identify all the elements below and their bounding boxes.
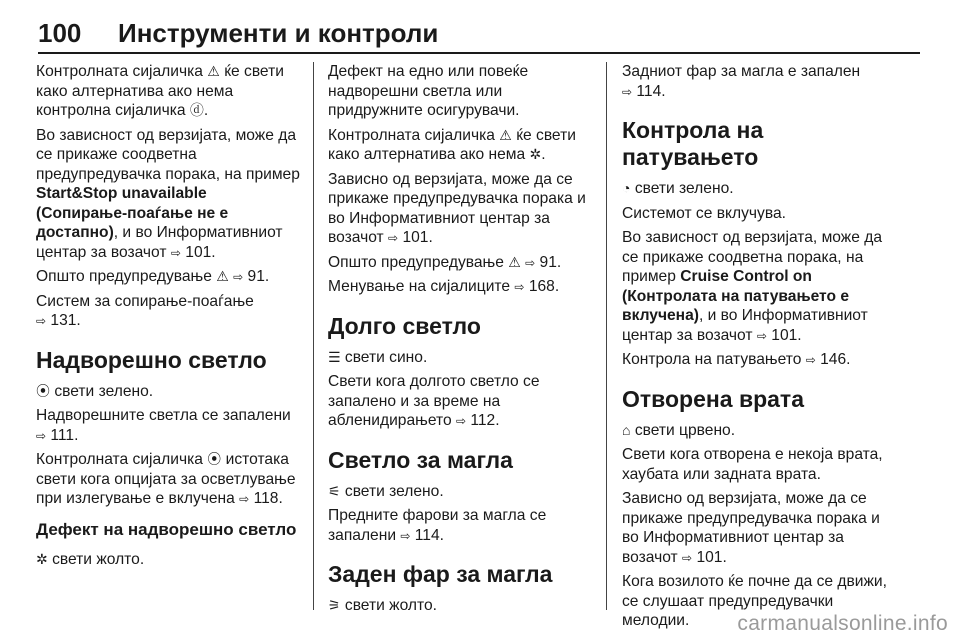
column-1 (36, 62, 301, 574)
page-ref-link[interactable]: 131. (50, 312, 81, 329)
paragraph: Системот се вклучува. (622, 204, 786, 222)
section-heading-exterior-light: Надворешно светло (36, 346, 267, 373)
paragraph: ☰ свети сино. (328, 348, 428, 366)
page-number: 100 (38, 18, 82, 48)
page-ref-arrow-icon: ⇨ (622, 84, 633, 99)
page-ref-link[interactable]: 114. (636, 82, 666, 100)
column-3 (622, 62, 897, 636)
section-heading-cruise-control: Контрола на патувањето (622, 117, 764, 170)
column-2 (328, 62, 596, 621)
watermark: carmanualsonline.info (737, 612, 948, 635)
paragraph: Свети кога отворена е некоја врата, хаубата или задната врата. (622, 446, 883, 483)
section-heading-open-door: Отворена врата (622, 385, 804, 412)
page-ref-arrow-icon: ⇨ (756, 328, 767, 343)
section-heading-rear-fog-light: Заден фар за магла (328, 561, 553, 587)
paragraph: ⚞ свети жолто. (328, 597, 437, 614)
paragraph: ⚟ свети зелено. (328, 482, 444, 500)
light-fault-icon: ✲ (36, 550, 48, 567)
paragraph: Општо предупредување ⚠ ⇨ 91. (328, 253, 562, 271)
page-ref-arrow-icon: ⇨ (36, 314, 47, 328)
paragraph: Менување на сијалиците ⇨ 168. (328, 278, 560, 295)
page-ref-link[interactable]: 146. (820, 351, 851, 368)
paragraph: ⦿ свети зелено. (36, 382, 154, 400)
paragraph: Кога возилото ќе почне да се движи, се слушаат предупредувачки мелодии. (622, 573, 887, 629)
page-header (0, 0, 960, 52)
page-ref-link[interactable]: 168. (528, 278, 560, 295)
page-ref-link[interactable]: 101. (771, 326, 802, 344)
page-ref-arrow-icon: ⇨ (233, 270, 244, 284)
page-ref-arrow-icon: ⇨ (455, 414, 467, 428)
page-ref-link[interactable]: 101. (696, 548, 727, 566)
paragraph: Надворешните светла се запалени ⇨ 111. (36, 407, 291, 444)
paragraph: Задниот фар за магла е запален ⇨ 114. (622, 63, 861, 100)
page-ref-arrow-icon: ⇨ (388, 231, 399, 245)
paragraph: ⌂ свети црвено. (622, 421, 736, 439)
section-heading-light-fault: Дефект на надворешно светло (36, 519, 297, 539)
rear-fog-light-icon: ⚞ (328, 597, 341, 613)
paragraph: Контролната сијаличка ⦿ истотака свети кога опцијата за осветлување при излегување е вклучена ⇨ 118. (36, 451, 296, 507)
page-ref-arrow-icon: ⇨ (514, 280, 525, 294)
warning-triangle-icon: ⚠ (508, 253, 521, 270)
paragraph: Предните фарови за магла се запалени ⇨ 114. (328, 507, 547, 544)
page-ref-link[interactable]: 91. (539, 253, 562, 271)
warning-triangle-icon: ⚠ (216, 268, 229, 284)
paragraph: Дефект на едно или повеќе надворешни светла или придружните осигурувачи. (328, 63, 529, 119)
door-open-icon: ⌂ (622, 421, 631, 438)
bulb-fault-icon: ⓓ (189, 102, 204, 118)
column-divider-1 (313, 62, 314, 610)
paragraph: Во зависност од верзијата, може да се прикаже соодветна предупредувачка порака, на пример Start&Stop unavailable (Сопирање-поаѓање не е достапно), и во Информативниот центар за возачот ⇨ 101. (36, 126, 300, 261)
front-fog-light-icon: ⚟ (328, 482, 341, 499)
page-ref-link[interactable]: 101. (185, 243, 216, 261)
paragraph: Систем за сопирање-поаѓање ⇨ 131. (36, 292, 254, 329)
paragraph: Зависно од верзијата, може да се прикаже предупредувачка порака и во Информативниот центар за возачот ⇨ 101. (622, 490, 880, 566)
paragraph: Во зависност од верзијата, може да се прикаже соодветна порака, на пример Cruise Control on (Контролата на патувањето е вклучена), и во Информативниот центар за возачот ⇨ 101. (622, 229, 882, 344)
column-divider-2 (606, 62, 607, 610)
page-ref-link[interactable]: 112. (470, 412, 500, 429)
exterior-light-icon: ⦿ (36, 382, 50, 399)
page-ref-arrow-icon: ⇨ (36, 428, 47, 443)
exterior-light-icon: ⦿ (207, 451, 222, 467)
paragraph: ◔ свети зелено. (622, 180, 734, 197)
paragraph: Контрола на патувањето ⇨ 146. (622, 351, 851, 368)
page-ref-arrow-icon: ⇨ (805, 353, 816, 367)
high-beam-icon: ☰ (328, 348, 341, 365)
section-heading-fog-light: Светло за магла (328, 446, 513, 473)
page-ref-arrow-icon: ⇨ (239, 492, 250, 506)
paragraph: Свети кога долгото светло се запалено и за време на абленидирањето ⇨ 112. (328, 373, 540, 429)
paragraph: ✲ свети жолто. (36, 550, 145, 568)
paragraph: Зависно од верзијата, може да се прикаже предупредувачка порака и во Информативниот центар за возачот ⇨ 101. (328, 170, 586, 246)
page-ref-link[interactable]: 91. (247, 268, 270, 285)
page-ref-link[interactable]: 114. (414, 526, 444, 544)
page-ref-link[interactable]: 118. (253, 490, 283, 507)
warning-triangle-icon: ⚠ (207, 63, 220, 79)
cruise-control-icon: ◔ (622, 180, 631, 196)
paragraph: Контролната сијаличка ⚠ ќе свети како алтернатива ако нема ✲. (328, 126, 576, 163)
paragraph: Контролната сијаличка ⚠ ќе свети како алтернатива ако нема контролна сијаличка ⓓ. (36, 63, 284, 119)
page-title: Инструменти и контроли (118, 18, 439, 48)
light-fault-icon: ✲ (529, 146, 542, 162)
page-ref-arrow-icon: ⇨ (682, 550, 693, 565)
page-ref-arrow-icon: ⇨ (170, 245, 181, 260)
header-rule (38, 52, 920, 54)
page-ref-link[interactable]: 101. (402, 229, 433, 246)
page-ref-arrow-icon: ⇨ (400, 528, 411, 543)
section-heading-high-beam: Долго светло (328, 312, 481, 339)
page-ref-arrow-icon: ⇨ (525, 255, 536, 270)
paragraph: Општо предупредување ⚠ ⇨ 91. (36, 268, 270, 285)
page-ref-link[interactable]: 111. (50, 426, 79, 444)
warning-triangle-icon: ⚠ (499, 126, 512, 143)
